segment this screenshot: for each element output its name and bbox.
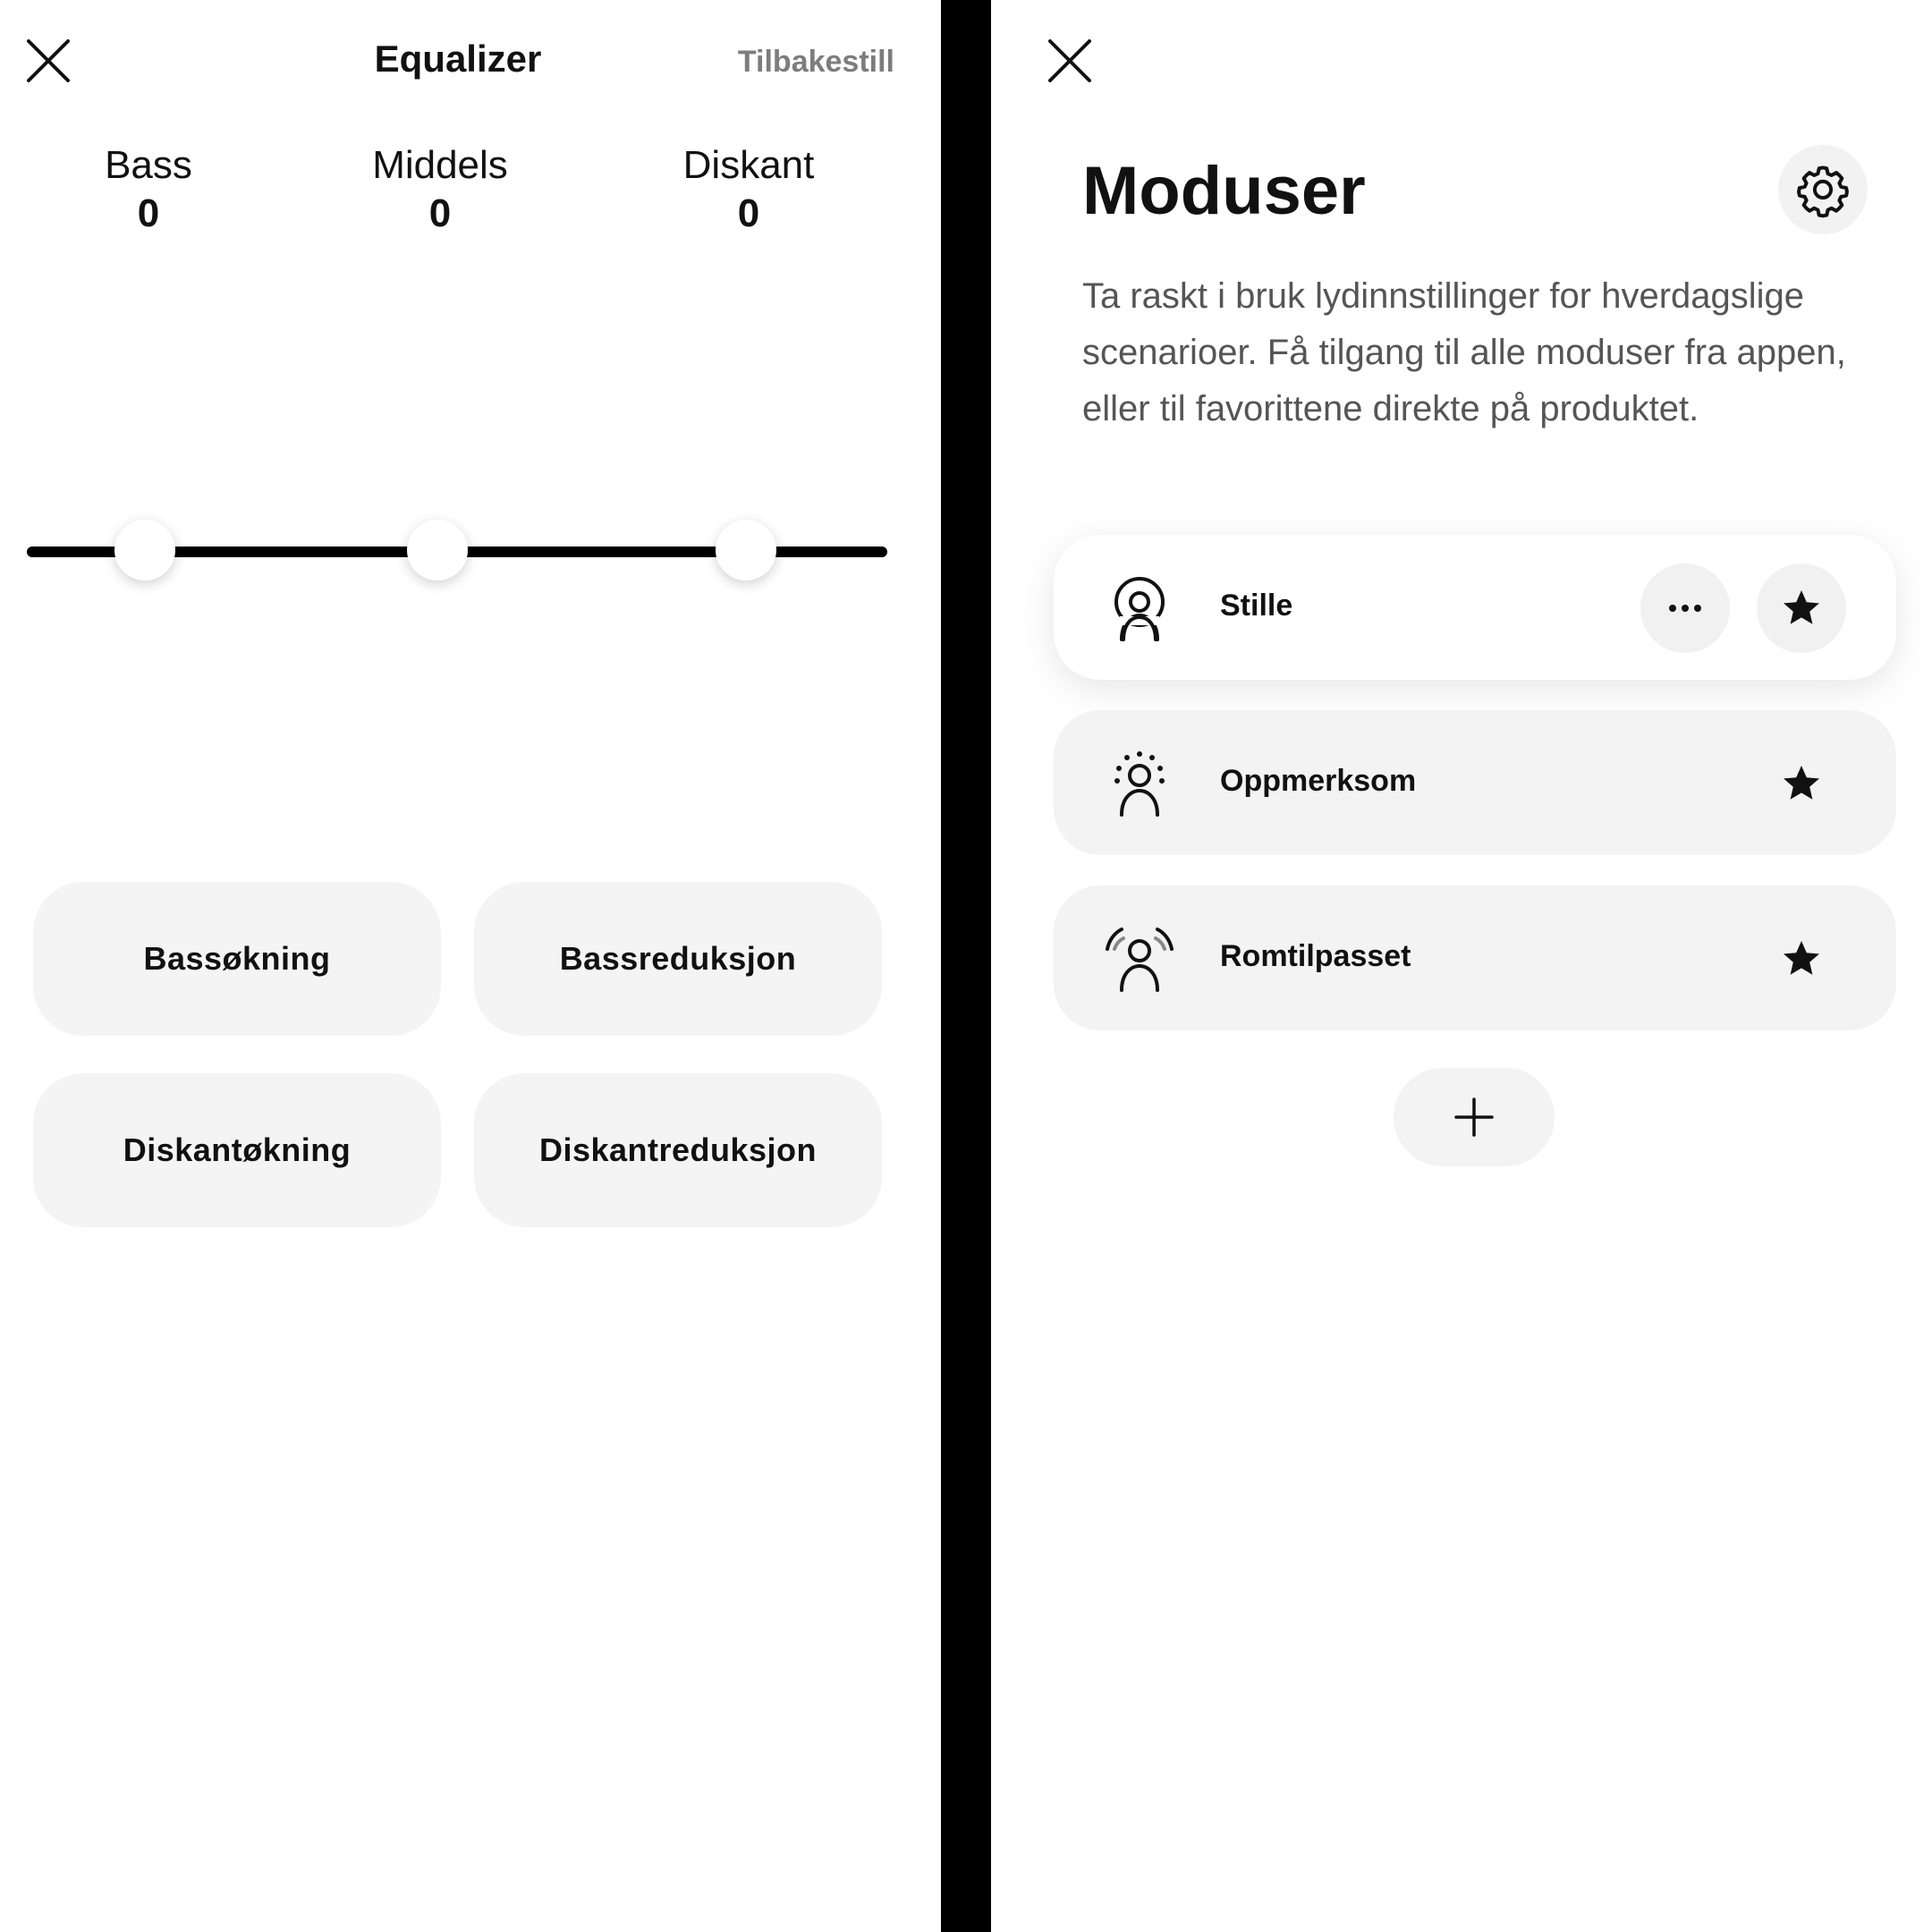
more-icon: [1667, 604, 1703, 613]
quiet-mode-icon: [1104, 572, 1175, 643]
close-equalizer-button[interactable]: [21, 34, 75, 88]
band-mid: [324, 143, 556, 236]
star-icon: [1780, 587, 1823, 630]
settings-button[interactable]: [1778, 145, 1868, 234]
page-title: Equalizer: [374, 38, 542, 80]
treble-slider-thumb[interactable]: [716, 520, 776, 580]
more-options-button[interactable]: [1640, 564, 1730, 653]
modes-panel: [991, 0, 1932, 1932]
band-label: Middels: [372, 143, 508, 187]
equalizer-panel: [0, 0, 941, 1932]
close-modes-button[interactable]: [1043, 34, 1097, 88]
mode-label: Romtilpasset: [1220, 939, 1411, 973]
star-icon: [1780, 937, 1823, 980]
band-value: 0: [137, 191, 160, 235]
immersion-mode-icon: [1104, 922, 1175, 994]
bass-reduction-button[interactable]: Bassreduksjon: [474, 882, 882, 1036]
aware-mode-icon: [1104, 747, 1175, 818]
modes-description: Ta raskt i bruk lydinnstillinger for hverdagslige scenarioer. Få tilgang til alle moduser fra appen, eller til favorittene direkte på produktet.: [1082, 276, 1846, 428]
mid-slider-thumb[interactable]: [407, 520, 468, 580]
bass-boost-button[interactable]: Bassøkning: [33, 882, 441, 1036]
band-value: 0: [737, 191, 760, 235]
mode-label: Stille: [1220, 589, 1293, 623]
treble-boost-button[interactable]: Diskantøkning: [33, 1073, 441, 1227]
mode-label: Oppmerksom: [1220, 764, 1417, 798]
band-value: 0: [428, 191, 452, 235]
reset-button[interactable]: Tilbakestill: [737, 45, 894, 79]
star-icon: [1780, 762, 1823, 805]
plus-icon: [1454, 1097, 1494, 1137]
mode-card-aware[interactable]: [1054, 710, 1896, 855]
mode-card-immersion[interactable]: [1054, 886, 1896, 1030]
band-label: Diskant: [682, 143, 815, 187]
panel-divider: [941, 0, 991, 1932]
favorite-button[interactable]: [1757, 739, 1846, 828]
mode-card-quiet[interactable]: [1054, 535, 1896, 680]
treble-reduction-button[interactable]: Diskantreduksjon: [474, 1073, 882, 1227]
add-mode-button[interactable]: [1394, 1068, 1555, 1166]
page-title: Moduser: [1082, 153, 1366, 229]
close-icon: [21, 34, 75, 88]
band-label: Bass: [105, 143, 192, 187]
gear-icon: [1794, 161, 1852, 218]
band-bass: [32, 143, 265, 236]
band-treble: [632, 143, 865, 236]
favorite-button[interactable]: [1757, 914, 1846, 1004]
bass-slider-thumb[interactable]: [114, 520, 175, 580]
close-icon: [1043, 34, 1097, 88]
favorite-button[interactable]: [1757, 564, 1846, 653]
